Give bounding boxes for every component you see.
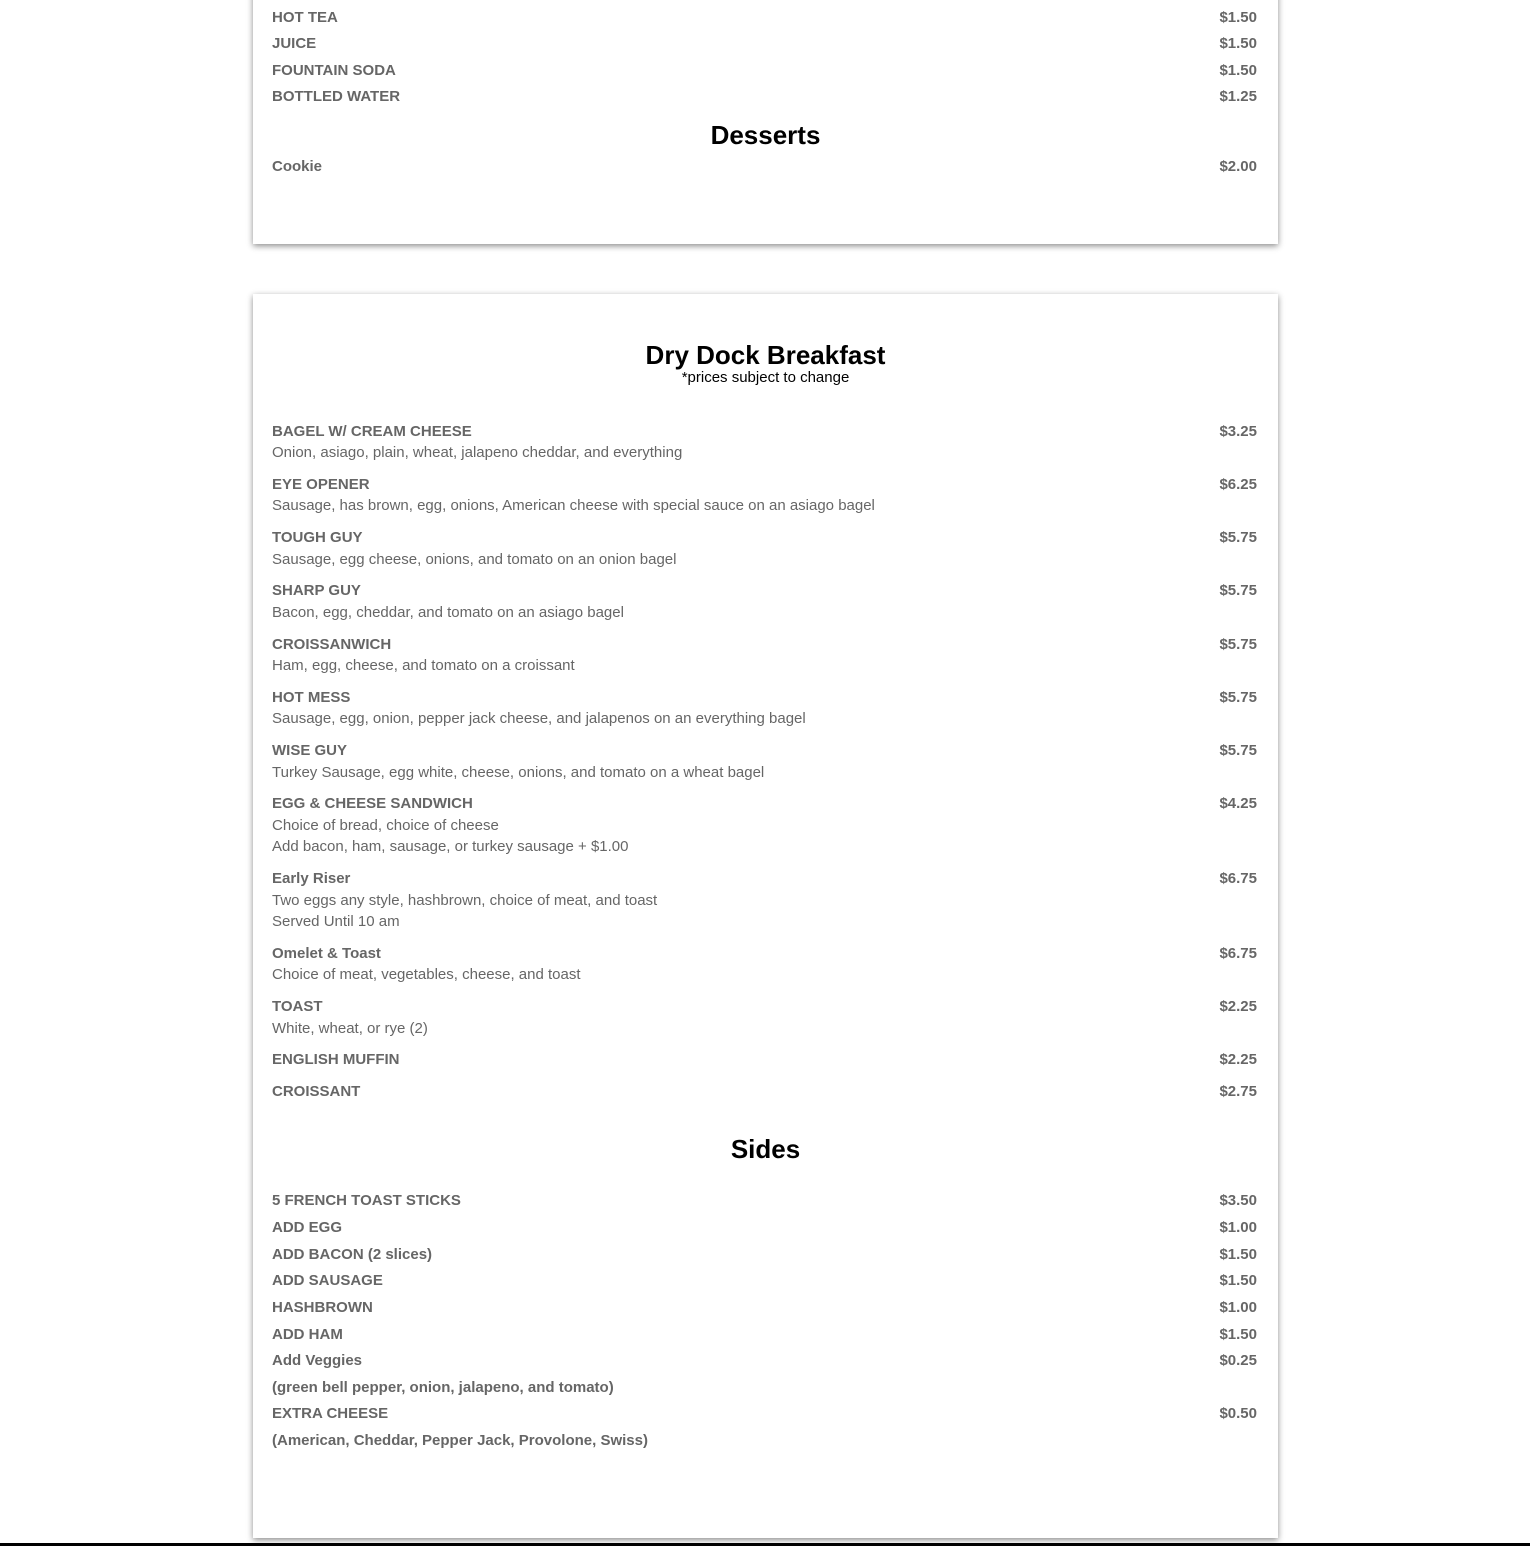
menu-item-name: SHARP GUY (272, 582, 361, 599)
menu-item-description: Ham, egg, cheese, and tomato on a croissant (272, 657, 575, 674)
menu-item-name: 5 FRENCH TOAST STICKS (272, 1192, 461, 1209)
menu-item-price: $5.75 (1219, 636, 1257, 653)
menu-item-price: $0.50 (1219, 1405, 1257, 1422)
menu-item-name: Add Veggies (272, 1352, 363, 1369)
drinks-desserts-card (253, 0, 1278, 244)
menu-item-name: ADD EGG (272, 1219, 343, 1236)
menu-item-name: EXTRA CHEESE (272, 1405, 389, 1422)
menu-item-price: $5.75 (1219, 742, 1257, 759)
menu-item-name: EGG & CHEESE SANDWICH (272, 795, 473, 812)
menu-item-name: FOUNTAIN SODA (272, 62, 396, 79)
menu-item-name: ADD BACON (2 slices) (272, 1246, 433, 1263)
menu-item-price: $3.50 (1219, 1192, 1257, 1209)
menu-item-price: $5.75 (1219, 529, 1257, 546)
menu-item-name: (green bell pepper, onion, jalapeno, and tomato) (272, 1379, 614, 1396)
menu-item-name: Early Riser (272, 870, 351, 887)
menu-item-price: $6.75 (1219, 870, 1257, 887)
menu-item-name: BAGEL W/ CREAM CHEESE (272, 423, 472, 440)
menu-item-name: TOAST (272, 998, 323, 1015)
menu-item-price: $1.00 (1219, 1299, 1257, 1316)
prices-note: *prices subject to change (681, 369, 850, 386)
menu-item-price: $6.25 (1219, 476, 1257, 493)
menu-item-price: $1.50 (1219, 1326, 1257, 1343)
menu-item-price: $2.25 (1219, 998, 1257, 1015)
menu-item-description: Served Until 10 am (272, 913, 400, 930)
breakfast-heading: Dry Dock Breakfast (645, 340, 886, 370)
menu-item-description: Bacon, egg, cheddar, and tomato on an asiago bagel (272, 604, 624, 621)
menu-item-price: $1.50 (1219, 35, 1257, 52)
menu-item-name: WISE GUY (272, 742, 348, 759)
menu-item-name: (American, Cheddar, Pepper Jack, Provolone, Swiss) (272, 1432, 648, 1449)
menu-item-name: Omelet & Toast (272, 945, 381, 962)
menu-item-description: Turkey Sausage, egg white, cheese, onions, and tomato on a wheat bagel (272, 764, 765, 781)
menu-item-price: $6.75 (1219, 945, 1257, 962)
menu-item-description: Choice of bread, choice of cheese (272, 817, 499, 834)
menu-item-price: $2.00 (1219, 158, 1257, 175)
menu-item-description: White, wheat, or rye (2) (272, 1020, 428, 1037)
menu-item-description: Onion, asiago, plain, wheat, jalapeno cheddar, and everything (272, 444, 683, 461)
menu-item-description: Choice of meat, vegetables, cheese, and toast (272, 966, 581, 983)
menu-item-name: EYE OPENER (272, 476, 370, 493)
menu-item-description: Sausage, egg cheese, onions, and tomato on an onion bagel (272, 551, 677, 568)
menu-item-name: HOT MESS (272, 689, 351, 706)
menu-item-price: $1.25 (1219, 88, 1257, 105)
menu-item-name: HASHBROWN (272, 1299, 373, 1316)
menu-item-price: $2.75 (1219, 1083, 1257, 1100)
menu-item-description: Add bacon, ham, sausage, or turkey sausage + $1.00 (272, 838, 629, 855)
menu-item-name: ADD HAM (272, 1326, 343, 1343)
menu-item-price: $3.25 (1219, 423, 1257, 440)
menu-item-price: $5.75 (1219, 582, 1257, 599)
menu-item-price: $0.25 (1219, 1352, 1257, 1369)
menu-item-price: $1.50 (1219, 1272, 1257, 1289)
menu-item-price: $4.25 (1219, 795, 1257, 812)
menu-item-price: $2.25 (1219, 1051, 1257, 1068)
desserts-heading: Desserts (710, 120, 821, 150)
menu-item-price: $1.50 (1219, 1246, 1257, 1263)
menu-item-description: Sausage, egg, onion, pepper jack cheese, and jalapenos on an everything bagel (272, 710, 806, 727)
menu-item-name: TOUGH GUY (272, 529, 363, 546)
menu-item-name: JUICE (272, 35, 317, 52)
breakfast-card (253, 294, 1278, 1538)
sides-heading: Sides (730, 1134, 801, 1164)
menu-item-price: $1.50 (1219, 9, 1257, 26)
menu-item-name: BOTTLED WATER (272, 88, 401, 105)
menu-item-price: $5.75 (1219, 689, 1257, 706)
menu-item-description: Sausage, has brown, egg, onions, American cheese with special sauce on an asiago bagel (272, 497, 875, 514)
menu-item-price: $1.50 (1219, 62, 1257, 79)
menu-item-description: Two eggs any style, hashbrown, choice of meat, and toast (272, 892, 658, 909)
menu-item-name: CROISSANT (272, 1083, 361, 1100)
menu-item-name: Cookie (272, 158, 323, 175)
menu-item-name: ENGLISH MUFFIN (272, 1051, 400, 1068)
menu-item-price: $1.00 (1219, 1219, 1257, 1236)
menu-item-name: HOT TEA (272, 9, 338, 26)
menu-item-name: ADD SAUSAGE (272, 1272, 383, 1289)
menu-item-name: CROISSANWICH (272, 636, 392, 653)
